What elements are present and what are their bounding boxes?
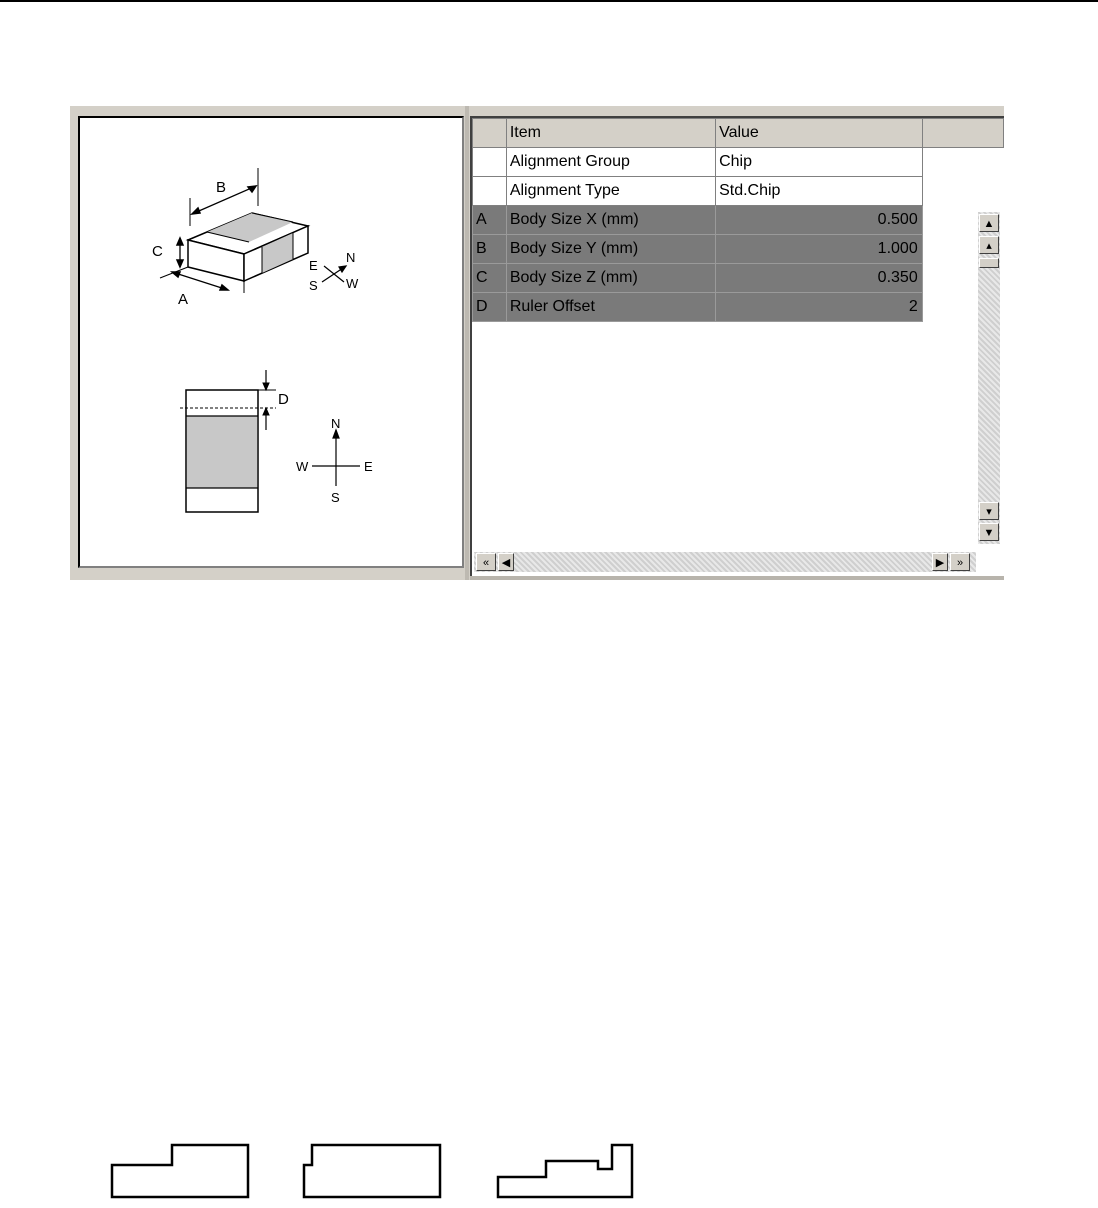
row-key-cell: D bbox=[473, 293, 507, 322]
scroll-up-icon[interactable]: ▴ bbox=[979, 236, 999, 254]
header-value[interactable]: Value bbox=[716, 119, 923, 148]
outline-shapes bbox=[100, 1135, 660, 1205]
panel-splitter[interactable] bbox=[465, 106, 469, 580]
compass-top-e: E bbox=[309, 258, 318, 273]
table-row[interactable] bbox=[473, 177, 1004, 206]
compass-top-icon bbox=[322, 266, 346, 282]
label-a: A bbox=[178, 291, 189, 308]
outline-shape-3 bbox=[498, 1145, 632, 1197]
row-value-cell[interactable]: 0.500 bbox=[716, 206, 923, 235]
compass-bottom-n: N bbox=[331, 416, 341, 431]
outline-shape-2 bbox=[304, 1145, 440, 1197]
table-row[interactable] bbox=[473, 293, 1004, 322]
scroll-right-icon[interactable]: ▶ bbox=[932, 553, 948, 571]
row-filler bbox=[922, 177, 1003, 206]
scroll-down-icon[interactable]: ▾ bbox=[979, 502, 999, 520]
scroll-last-icon[interactable]: » bbox=[950, 553, 970, 571]
header-filler bbox=[922, 119, 1003, 148]
row-key-cell: C bbox=[473, 264, 507, 293]
table-row[interactable] bbox=[473, 264, 1004, 293]
header-item[interactable]: Item bbox=[506, 119, 715, 148]
compass-bottom-s: S bbox=[331, 490, 340, 505]
row-item-cell: Body Size Y (mm) bbox=[506, 235, 715, 264]
diagram-panel bbox=[78, 116, 464, 568]
compass-top-w: W bbox=[346, 276, 359, 291]
outline-shape-1 bbox=[112, 1145, 248, 1197]
component-window bbox=[70, 106, 1004, 580]
table-row[interactable] bbox=[473, 206, 1004, 235]
row-key-cell bbox=[473, 177, 507, 206]
compass-top-n: N bbox=[346, 250, 356, 265]
label-d: D bbox=[278, 391, 289, 408]
vertical-scrollbar[interactable] bbox=[978, 212, 1000, 544]
row-key-cell: B bbox=[473, 235, 507, 264]
scroll-first-icon[interactable]: « bbox=[476, 553, 496, 571]
header-key[interactable] bbox=[473, 119, 507, 148]
chip-top-view-drawing bbox=[180, 370, 276, 512]
row-filler bbox=[922, 148, 1003, 177]
scroll-thumb[interactable] bbox=[979, 258, 999, 268]
chip-3d-drawing bbox=[160, 168, 308, 293]
compass-top-s: S bbox=[309, 278, 318, 293]
horizontal-scrollbar[interactable] bbox=[474, 552, 976, 572]
grid-header-row bbox=[473, 119, 1004, 148]
compass-bottom-w: W bbox=[296, 459, 309, 474]
scroll-top-icon[interactable]: ▲ bbox=[979, 214, 999, 232]
row-item-cell: Alignment Type bbox=[506, 177, 715, 206]
label-b: B bbox=[216, 179, 227, 196]
row-value-cell[interactable]: 1.000 bbox=[716, 235, 923, 264]
row-key-cell bbox=[473, 148, 507, 177]
bottom-strip bbox=[470, 576, 1004, 580]
row-item-cell: Ruler Offset bbox=[506, 293, 715, 322]
row-item-cell: Alignment Group bbox=[506, 148, 715, 177]
row-item-cell: Body Size X (mm) bbox=[506, 206, 715, 235]
parameter-grid bbox=[472, 118, 1004, 322]
compass-bottom-icon bbox=[312, 430, 360, 486]
top-rule bbox=[0, 0, 1098, 2]
chip-diagram bbox=[80, 118, 462, 566]
scroll-bottom-icon[interactable]: ▼ bbox=[979, 523, 999, 541]
scroll-left-icon[interactable]: ◀ bbox=[498, 553, 514, 571]
label-c: C bbox=[152, 243, 163, 260]
row-value-cell[interactable]: Std.Chip bbox=[716, 177, 923, 206]
row-value-cell[interactable]: 0.350 bbox=[716, 264, 923, 293]
row-value-cell[interactable]: Chip bbox=[716, 148, 923, 177]
row-item-cell: Body Size Z (mm) bbox=[506, 264, 715, 293]
row-value-cell[interactable]: 2 bbox=[716, 293, 923, 322]
parameter-grid-panel bbox=[470, 116, 1004, 578]
table-row[interactable] bbox=[473, 235, 1004, 264]
table-row[interactable] bbox=[473, 148, 1004, 177]
compass-bottom-e: E bbox=[364, 459, 373, 474]
row-key-cell: A bbox=[473, 206, 507, 235]
